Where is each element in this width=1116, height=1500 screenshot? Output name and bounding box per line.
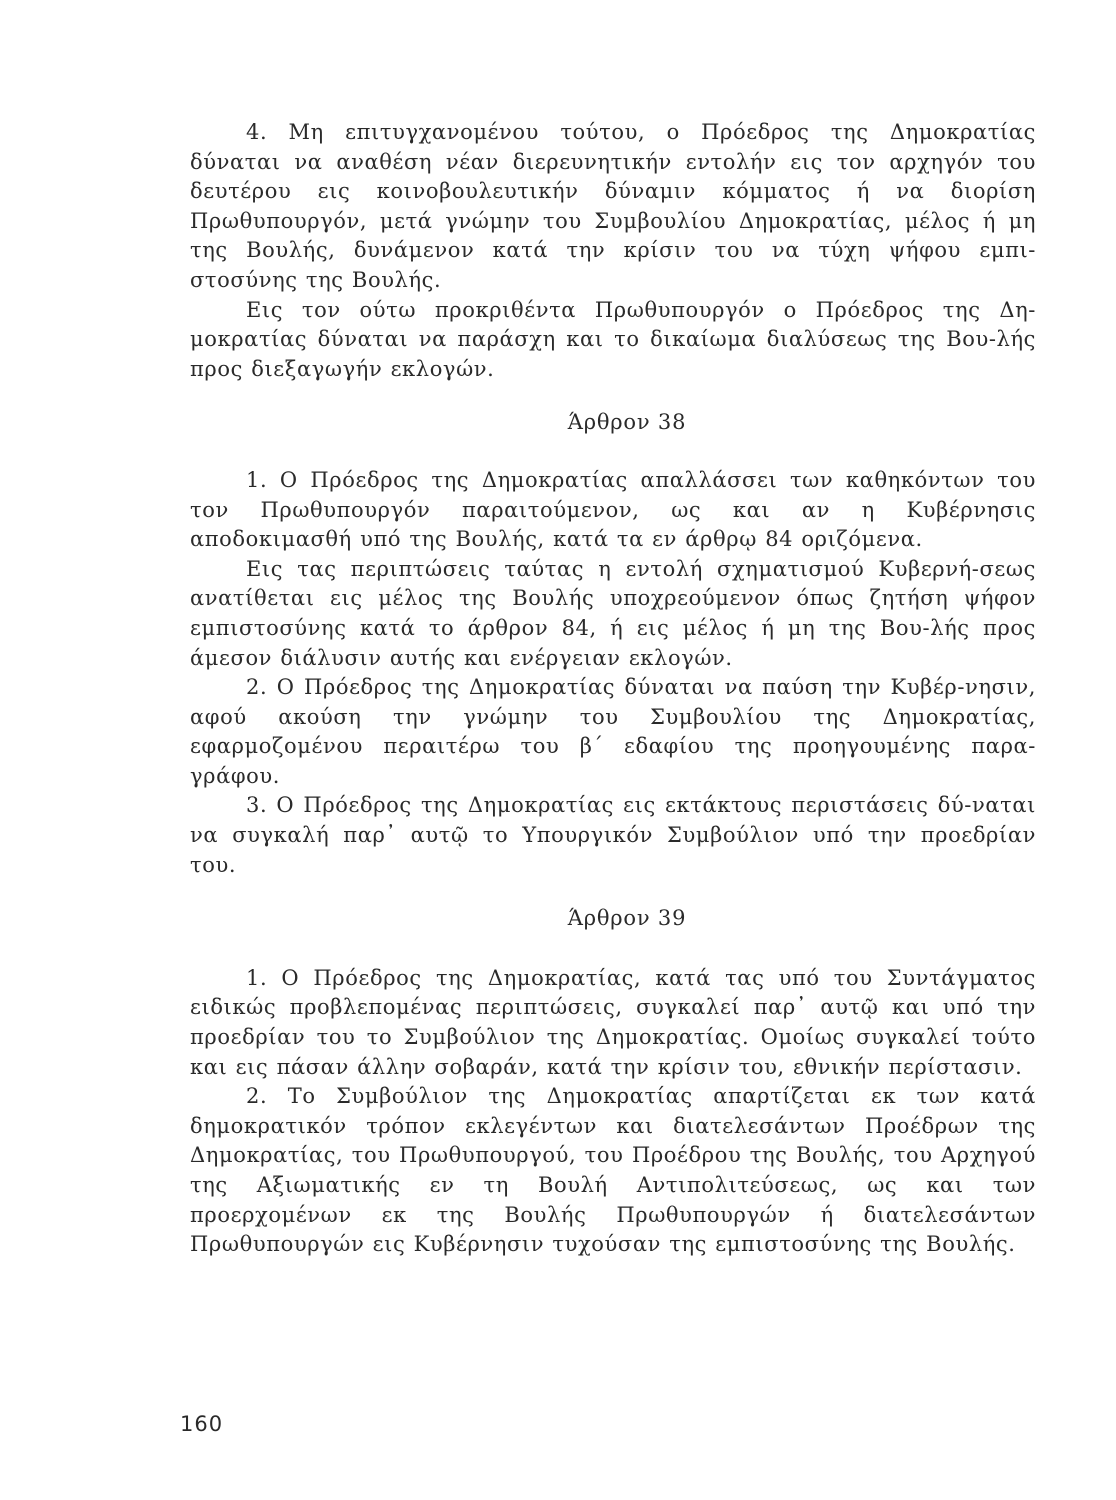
paragraph-38-3: 3. Ο Πρόεδρος της Δημοκρατίας εις εκτάκτους περιστάσεις δύ-ναται να συγκαλή παρ᾽ αυτῷ το Υπουργικόν Συμβούλιον υπό την προεδρίαν του. — [190, 793, 1036, 877]
paragraph-39-1: 1. Ο Πρόεδρος της Δημοκρατίας, κατά τας υπό του Συντάγματος ειδικώς προβλεπομένας περιπτώσεις, συγκαλεί παρ᾽ αυτῷ και υπό την προεδρίαν του το Συμβούλιον της Δημοκρατίας. Ομοίως συγκαλεί τούτο και εις πάσαν άλλην σοβαράν, κατά την κρίσιν του, εθνικήν περίστασιν. — [190, 965, 1036, 1079]
paragraph-37-4: 4. Μη επιτυγχανομένου τούτου, ο Πρόεδρος της Δημοκρατίας δύναται να αναθέση νέαν διερευνητικήν εντολήν εις τον αρχηγόν του δευτέρου εις κοινοβουλευτικήν δύναμιν κόμματος ή να διορίση Πρωθυπουργόν, μετά γνώμην του Συμβουλίου Δημοκρατίας, μέλος ή μη της Βουλής, δυνάμενον κατά την κρίσιν του να τύχη ψήφου εμπι-στοσύνης της Βουλής. — [190, 120, 1036, 292]
paragraph-38-1-continued: Εις τας περιπτώσεις ταύτας η εντολή σχηματισμού Κυβερνή-σεως ανατίθεται εις μέλος της Βουλής υποχρεούμενον όπως ζητήση ψήφον εμπιστοσύνης κατά το άρθρον 84, ή εις μέλος ή μη της Βου-λής προς άμεσον διάλυσιν αυτής και ενέργειαν εκλογών. — [190, 556, 1036, 670]
paragraph-38-2: 2. Ο Πρόεδρος της Δημοκρατίας δύναται να παύση την Κυβέρ-νησιν, αφού ακούση την γνώμην του Συμβουλίου της Δημοκρατίας, εφαρμοζομένου περαιτέρω του β΄ εδαφίου της προηγουμένης παρα-γράφου. — [190, 675, 1036, 788]
paragraph-38-1: 1. Ο Πρόεδρος της Δημοκρατίας απαλλάσσει των καθηκόντων του τον Πρωθυπουργόν παραιτούμενον, ως και αν η Κυβέρνησις αποδοκιμασθή υπό της Βουλής, κατά τα εν άρθρῳ 84 οριζόμενα. — [190, 467, 1036, 552]
paragraph-37-4-continued: Εις τον ούτω προκριθέντα Πρωθυπουργόν ο Πρόεδρος της Δη-μοκρατίας δύναται να παράσχη και το δικαίωμα διαλύσεως της Βου-λής προς διεξαγωγήν εκλογών. — [190, 297, 1036, 381]
article-39-heading: Άρθρον 39 — [567, 906, 687, 931]
page-number: 160 — [180, 1412, 224, 1436]
document-page — [190, 118, 1036, 1260]
article-38-heading: Άρθρον 38 — [567, 410, 687, 435]
paragraph-39-2: 2. Το Συμβούλιον της Δημοκρατίας απαρτίζεται εκ των κατά δημοκρατικόν τρόπον εκλεγέντων και διατελεσάντων Προέδρων της Δημοκρατίας, του Πρωθυπουργού, του Προέδρου της Βουλής, του Αρχηγού της Αξιωματικής εν τη Βουλή Αντιπολιτεύσεως, ως και των προερχομένων εκ της Βουλής Πρωθυπουργών ή διατελεσάντων Πρωθυπουργών εις Κυβέρνησιν τυχούσαν της εμπιστοσύνης της Βουλής. — [190, 1084, 1036, 1257]
